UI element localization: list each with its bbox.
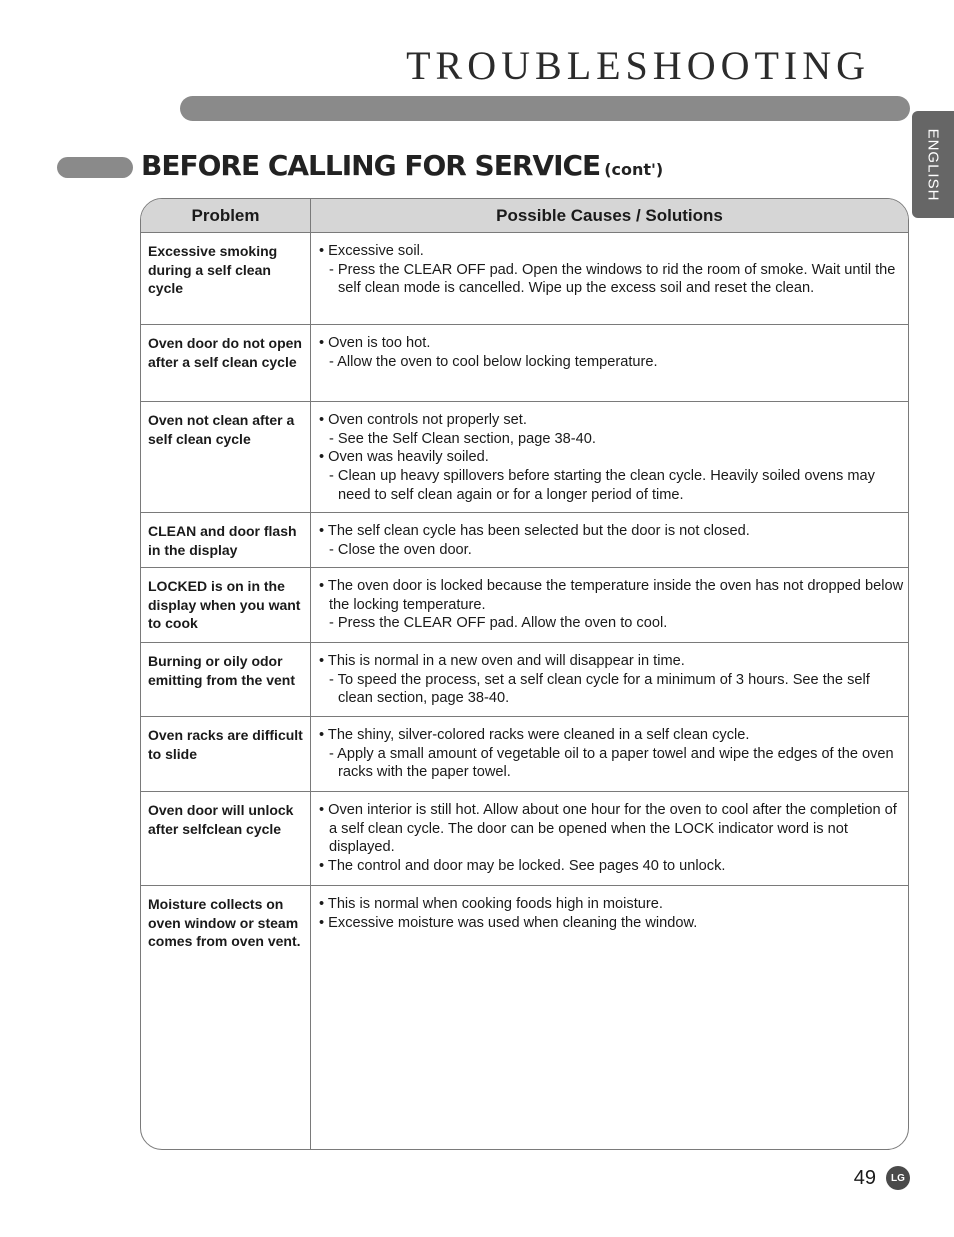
cause-bullet: • The control and door may be locked. See pages 40 to unlock.	[319, 858, 726, 875]
page-number: 49	[853, 1166, 876, 1189]
solution-cell	[311, 568, 908, 642]
section-heading	[141, 151, 663, 182]
problem-cell: LOCKED is on in the display when you want to cook	[141, 568, 311, 642]
cause-bullet: • Excessive soil.	[319, 243, 424, 259]
table-row	[141, 792, 908, 886]
language-tab-label: ENGLISH	[924, 128, 942, 201]
problem-cell: Oven not clean after a self clean cycle	[141, 402, 311, 512]
header-solutions: Possible Causes / Solutions	[496, 205, 723, 225]
problem-cell: Burning or oily odor emitting from the vent	[141, 643, 311, 716]
table-row	[141, 568, 908, 643]
solution-cell	[311, 717, 908, 791]
cause-bullet: • This is normal when cooking foods high in moisture.	[319, 896, 663, 912]
table-row	[141, 717, 908, 792]
solution-cell	[311, 643, 908, 716]
section-heading-suffix: (cont')	[604, 160, 664, 179]
solution-step: - Close the oven door.	[329, 541, 472, 558]
section-heading-text: BEFORE CALLING FOR SERVICE	[141, 149, 601, 182]
solution-step: - Clean up heavy spillovers before starting the clean cycle. Heavily soiled ovens may need to self clean again or for a longer period of time.	[329, 468, 875, 503]
table-row	[141, 325, 908, 402]
page-footer	[854, 1166, 910, 1190]
cause-bullet: • Oven interior is still hot. Allow about one hour for the oven to cool after the completion of a self clean cycle. The door can be opened when the LOCK indicator word is not displayed.	[319, 802, 897, 856]
page-title: TROUBLESHOOTING	[406, 43, 870, 88]
problem-cell: Moisture collects on oven window or steam comes from oven vent.	[141, 886, 311, 1149]
lg-logo-icon	[886, 1166, 910, 1190]
table-row	[141, 643, 908, 717]
troubleshooting-table	[140, 198, 909, 1150]
table-body	[141, 233, 908, 1149]
cause-bullet: • Excessive moisture was used when cleaning the window.	[319, 914, 698, 931]
solution-cell	[311, 402, 908, 512]
cause-bullet: • The shiny, silver-colored racks were cleaned in a self clean cycle.	[319, 727, 750, 743]
cause-bullet: • Oven is too hot.	[319, 335, 431, 351]
solution-cell	[311, 325, 908, 401]
solution-cell	[311, 792, 908, 885]
table-row	[141, 233, 908, 325]
problem-cell: CLEAN and door flash in the display	[141, 513, 311, 567]
problem-cell: Oven racks are difficult to slide	[141, 717, 311, 791]
cause-bullet: • The self clean cycle has been selected but the door is not closed.	[319, 523, 750, 539]
solution-cell	[311, 513, 908, 567]
cause-bullet: • This is normal in a new oven and will disappear in time.	[319, 653, 685, 669]
solution-step: - Press the CLEAR OFF pad. Open the windows to rid the room of smoke. Wait until the self clean mode is cancelled. Wipe up the excess soil and reset the clean.	[329, 261, 896, 297]
solution-cell	[311, 886, 908, 1149]
solution-step: - To speed the process, set a self clean cycle for a minimum of 3 hours. See the self clean section, page 38-40.	[329, 671, 870, 707]
section-pill	[57, 157, 133, 178]
solution-step: - See the Self Clean section, page 38-40.	[329, 430, 596, 447]
table-row	[141, 886, 908, 1149]
cause-bullet: • Oven controls not properly set.	[319, 412, 527, 428]
solution-step: - Allow the oven to cool below locking temperature.	[329, 353, 658, 370]
title-bar	[180, 96, 910, 121]
language-tab	[912, 111, 954, 218]
problem-cell: Excessive smoking during a self clean cycle	[141, 233, 311, 324]
header-problem: Problem	[141, 199, 311, 232]
solution-step: - Press the CLEAR OFF pad. Allow the oven to cool.	[329, 615, 668, 632]
cause-bullet: • The oven door is locked because the temperature inside the oven has not dropped below the locking temperature.	[319, 578, 904, 613]
cause-bullet: • Oven was heavily soiled.	[319, 449, 489, 466]
table-row	[141, 402, 908, 513]
problem-cell: Oven door will unlock after selfclean cycle	[141, 792, 311, 885]
solution-step: - Apply a small amount of vegetable oil to a paper towel and wipe the edges of the oven racks with the paper towel.	[329, 745, 894, 781]
problem-cell: Oven door do not open after a self clean cycle	[141, 325, 311, 401]
table-row	[141, 513, 908, 568]
lg-logo-text: LG	[891, 1172, 905, 1184]
table-header	[141, 199, 908, 233]
solution-cell	[311, 233, 908, 324]
